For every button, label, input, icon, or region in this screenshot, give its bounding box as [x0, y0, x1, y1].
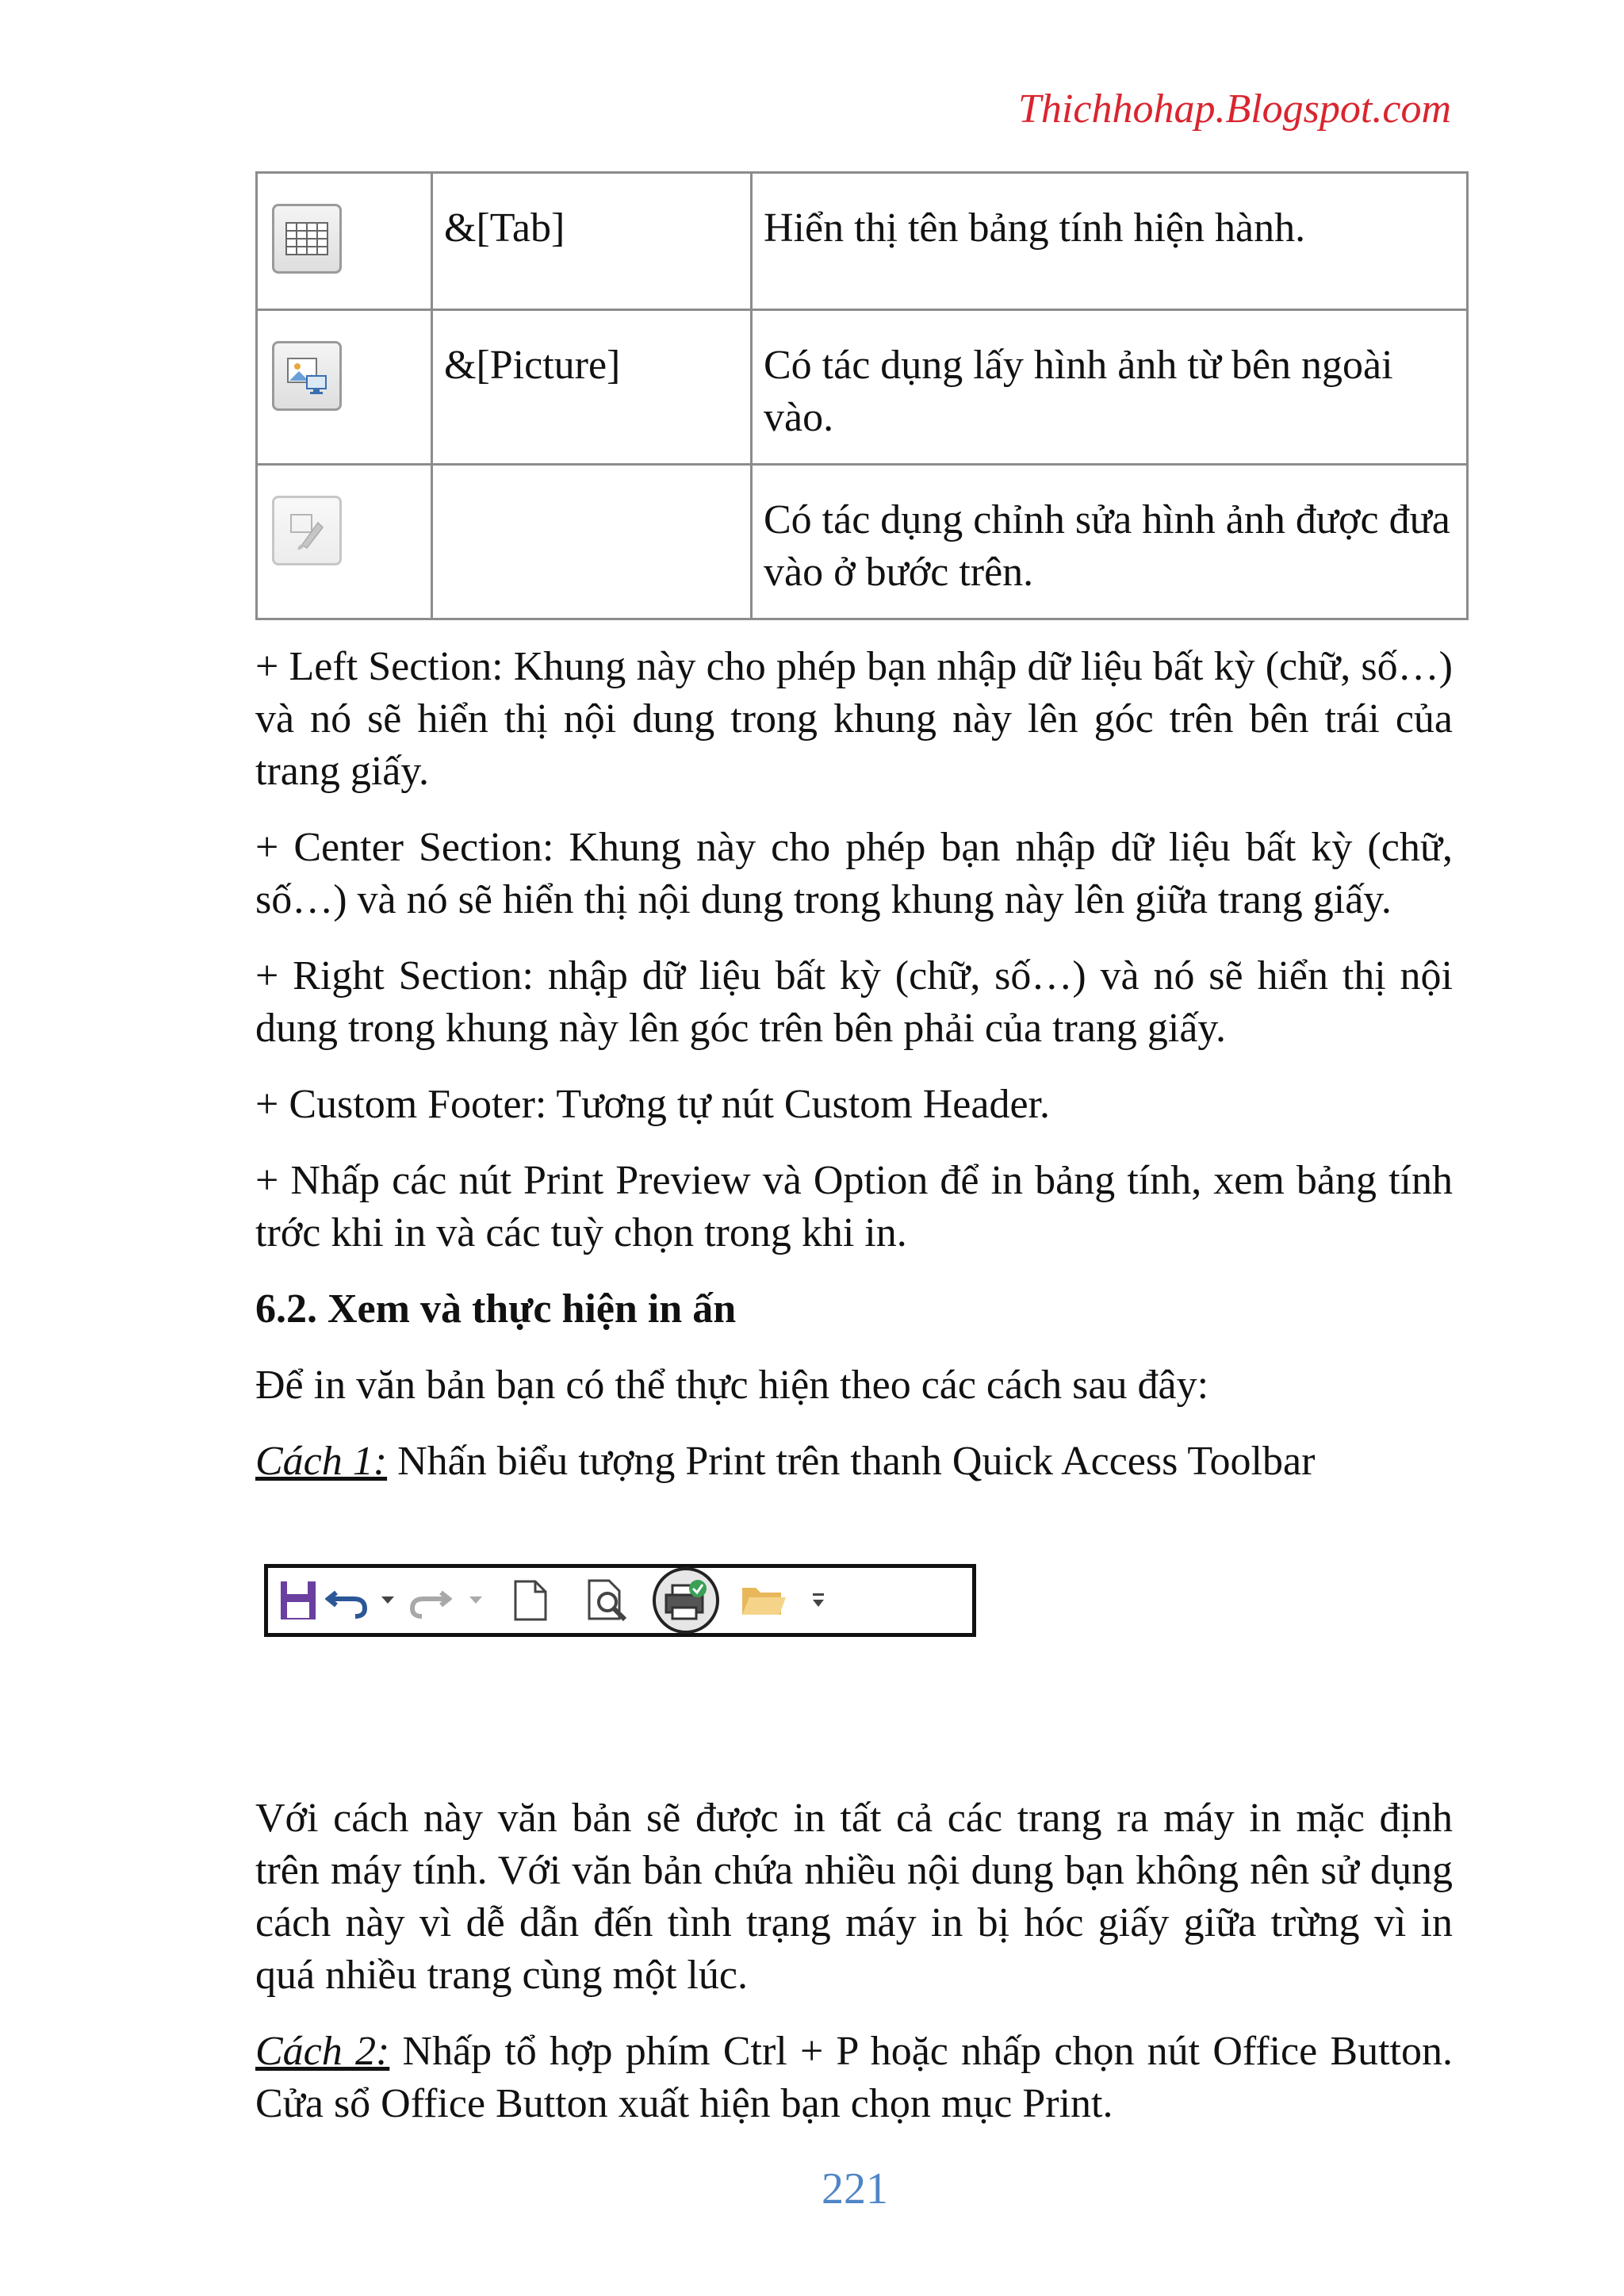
method-1-text: Nhấn biểu tượng Print trên thanh Quick Access Toolbar — [387, 1439, 1316, 1484]
header-codes-table — [255, 171, 1469, 620]
paragraph-left-section: + Left Section: Khung này cho phép bạn nhập dữ liệu bất kỳ (chữ, số…) và nó sẽ hiển thị nội dung trong khung này lên góc trên bên trái của trang giấy. — [255, 644, 1453, 794]
paragraph-custom-footer: + Custom Footer: Tương tự nút Custom Header. — [255, 1082, 1050, 1127]
paragraph-method-1-note: Với cách này văn bản sẽ được in tất cả các trang ra máy in mặc định trên máy tính. Với văn bản chứa nhiều nội dung bạn không nên sử dụng cách này vì dễ dẫn đến tình trạng máy in bị hóc giấy giữa trừng vì in quá nhiều trang cùng một lúc. — [255, 1796, 1453, 1998]
site-header: Thichhohap.Blogspot.com — [1018, 86, 1451, 132]
paragraph-center-section: + Center Section: Khung này cho phép bạn nhập dữ liệu bất kỳ (chữ, số…) và nó sẽ hiển thị nội dung trong khung này lên giữa trang giấy. — [255, 825, 1453, 922]
description-cell: Có tác dụng lấy hình ảnh từ bên ngoài vào. — [752, 310, 1468, 465]
redo-icon[interactable] — [400, 1568, 460, 1633]
section-heading: 6.2. Xem và thực hiện in ấn — [255, 1286, 737, 1332]
table-row — [257, 465, 1468, 619]
undo-icon[interactable] — [319, 1568, 376, 1633]
paragraph-method-1 — [255, 1435, 1453, 1488]
undo-dropdown-icon[interactable] — [376, 1568, 400, 1633]
page-number: 221 — [822, 2164, 888, 2214]
table-row — [257, 310, 1468, 465]
code-cell — [432, 465, 752, 619]
customize-toolbar-icon[interactable] — [802, 1568, 834, 1633]
body-text-top — [255, 641, 1453, 1512]
method-1-label: Cách 1: — [255, 1439, 388, 1484]
format-picture-icon[interactable] — [272, 496, 342, 565]
body-text-bottom — [255, 1792, 1453, 2154]
insert-picture-icon[interactable] — [272, 341, 342, 411]
table-row — [257, 173, 1468, 310]
paragraph-print-preview: + Nhấp các nút Print Preview và Option để in bảng tính, xem bảng tính trớc khi in và các tuỳ chọn trong khi in. — [255, 1158, 1453, 1255]
description-cell: Hiển thị tên bảng tính hiện hành. — [752, 173, 1468, 310]
paragraph-method-2 — [255, 2026, 1453, 2130]
save-icon[interactable] — [278, 1568, 319, 1633]
method-2-text: Nhấp tổ hợp phím Ctrl + P hoặc nhấp chọn nút Office Button. Cửa sổ Office Button xuất hiện bạn chọn mục Print. — [255, 2029, 1453, 2126]
quick-access-toolbar — [264, 1564, 976, 1637]
code-cell: &[Tab] — [432, 173, 752, 310]
quick-print-icon[interactable] — [647, 1568, 725, 1633]
description-cell: Có tác dụng chỉnh sửa hình ảnh được đưa vào ở bước trên. — [752, 465, 1468, 619]
paragraph-intro: Để in văn bản bạn có thể thực hiện theo các cách sau đây: — [255, 1363, 1209, 1408]
method-2-label: Cách 2: — [255, 2029, 390, 2074]
paragraph-right-section: + Right Section: nhập dữ liệu bất kỳ (chữ, số…) và nó sẽ hiển thị nội dung trong khung này lên góc trên bên phải của trang giấy. — [255, 953, 1453, 1051]
code-cell: &[Picture] — [432, 310, 752, 465]
open-folder-icon[interactable] — [725, 1568, 802, 1633]
redo-dropdown-icon[interactable] — [460, 1568, 492, 1633]
print-preview-icon[interactable] — [569, 1568, 647, 1633]
new-document-icon[interactable] — [492, 1568, 569, 1633]
sheet-name-icon[interactable] — [272, 204, 342, 274]
